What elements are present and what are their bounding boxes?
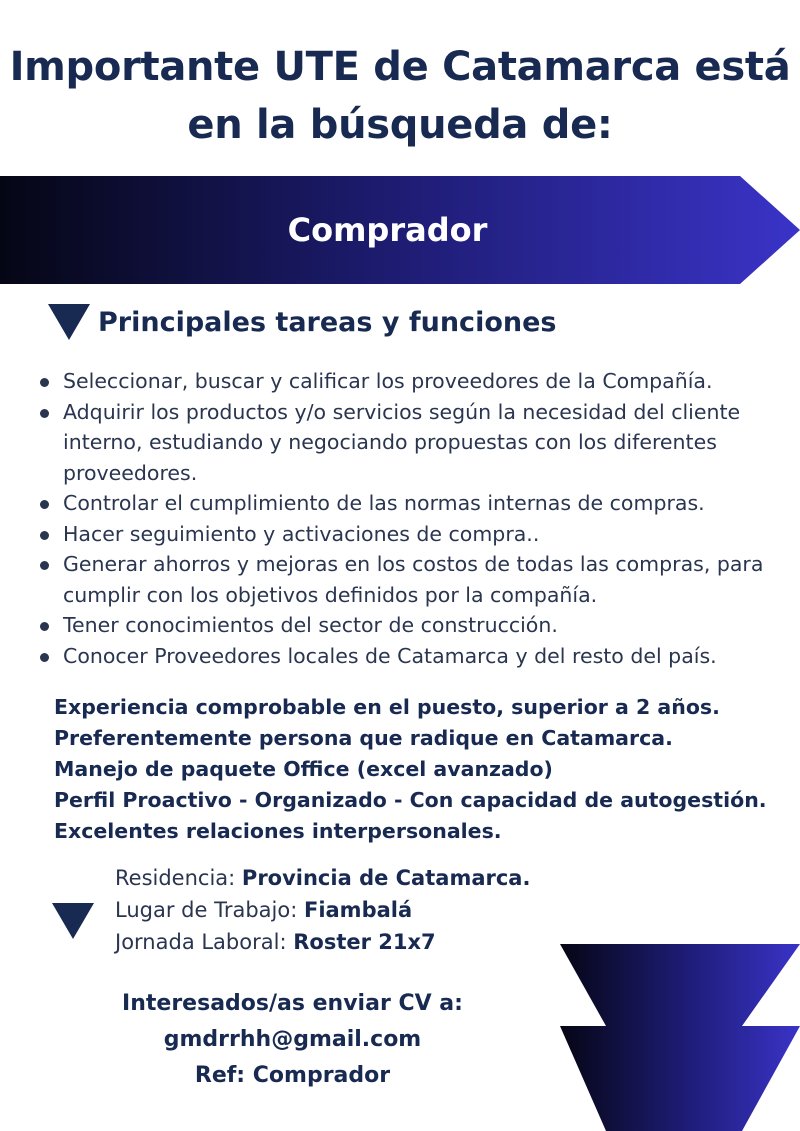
residence-row	[115, 862, 530, 894]
requirement-profile: Perfil Proactivo - Organizado - Con capacidad de autogestión.	[54, 788, 767, 812]
list-item: Adquirir los productos y/o servicios según la necesidad del cliente interno, estudiando y negociando propuestas con los diferentes proveedores.	[38, 397, 778, 489]
requirement-experience: Experiencia comprobable en el puesto, superior a 2 años.	[54, 695, 720, 719]
down-triangle-icon	[48, 304, 90, 340]
contact-instruction: Interesados/as enviar CV a:	[122, 991, 463, 1016]
tasks-section-title	[48, 300, 556, 344]
contact-reference: Ref: Comprador	[194, 1063, 391, 1088]
list-item: Hacer seguimiento y activaciones de compra..	[38, 519, 778, 550]
contact-block	[90, 986, 495, 1094]
tasks-list	[38, 366, 778, 671]
list-item: Tener conocimientos del sector de construcción.	[38, 610, 778, 641]
headline-line-2: en la búsqueda de:	[187, 102, 613, 148]
down-triangle-icon	[52, 903, 94, 939]
job-title: Comprador	[287, 211, 488, 249]
contact-email: gmdrrhh@gmail.com	[163, 1027, 422, 1052]
list-item: Controlar el cumplimiento de las normas internas de compras.	[38, 488, 778, 519]
list-item: Conocer Proveedores locales de Catamarca y del resto del país.	[38, 641, 778, 672]
requirement-relations: Excelentes relaciones interpersonales.	[54, 819, 502, 843]
tasks-title: Principales tareas y funciones	[98, 306, 557, 338]
schedule-row	[115, 926, 530, 958]
headline-line-1: Importante UTE de Catamarca está	[9, 44, 791, 90]
workplace-label: Lugar de Trabajo:	[115, 898, 298, 922]
residence-label: Residencia:	[115, 866, 236, 890]
job-details	[115, 862, 530, 958]
workplace-row	[115, 894, 530, 926]
requirements	[54, 692, 774, 847]
list-item: Generar ahorros y mejoras en los costos de todas las compras, para cumplir con los objetivos definidos por la compañía.	[38, 549, 778, 610]
schedule-label: Jornada Laboral:	[115, 930, 287, 954]
requirement-residence: Preferentemente persona que radique en Catamarca.	[54, 726, 673, 750]
schedule-value: Roster 21x7	[293, 930, 436, 954]
double-chevron-down-icon	[560, 944, 800, 1131]
headline	[0, 38, 800, 154]
requirement-office: Manejo de paquete Office (excel avanzado)	[54, 757, 553, 781]
list-item: Seleccionar, buscar y calificar los proveedores de la Compañía.	[38, 366, 778, 397]
residence-value: Provincia de Catamarca.	[241, 866, 531, 890]
workplace-value: Fiambalá	[303, 898, 413, 922]
